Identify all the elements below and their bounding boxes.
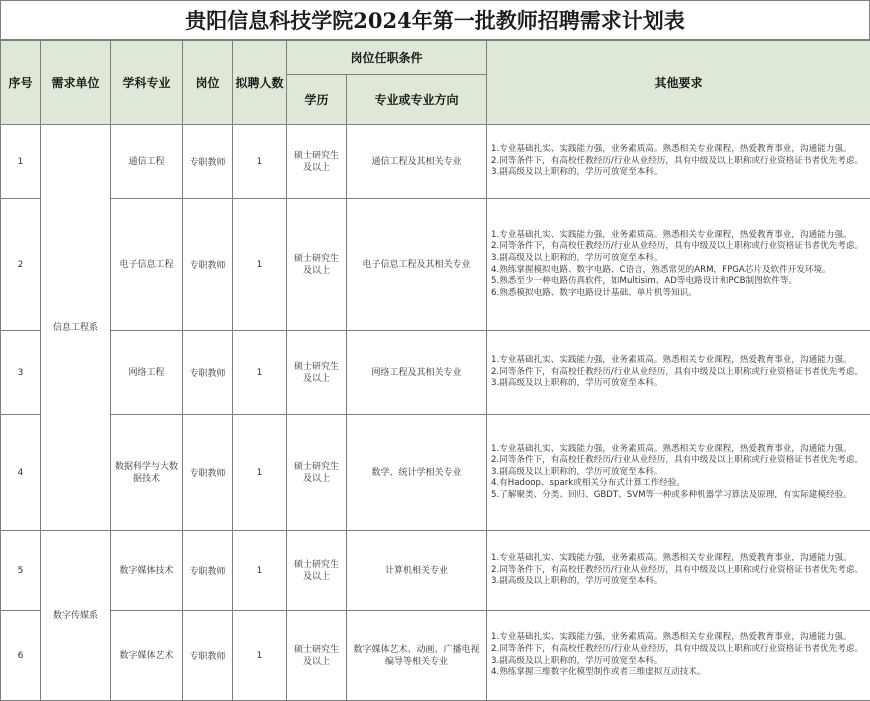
requirement-line: 3.副高级及以上职称的，学历可放宽至本科。 (491, 656, 866, 668)
table-row (1, 415, 870, 531)
row-subject: 数字媒体技术 (111, 531, 183, 611)
row-seq: 4 (1, 415, 41, 531)
row-other-requirements (487, 531, 870, 611)
row-other-requirements (487, 125, 870, 199)
row-count: 1 (233, 415, 287, 531)
requirement-line: 3.副高级及以上职称的，学历可放宽至本科。 (491, 167, 866, 179)
row-subject: 通信工程 (111, 125, 183, 199)
row-subject: 电子信息工程 (111, 199, 183, 331)
row-subject: 数字媒体艺术 (111, 611, 183, 701)
row-major: 计算机相关专业 (347, 531, 487, 611)
page-title: 贵阳信息科技学院2024年第一批教师招聘需求计划表 (0, 0, 870, 40)
row-position: 专职教师 (183, 199, 233, 331)
requirement-line: 1.专业基础扎实、实践能力强，业务素质高。熟悉相关专业课程，热爱教育事业，沟通能力强。 (491, 444, 866, 456)
requirement-line: 2.同等条件下，有高校任教经历/行业从业经历，具有中级及以上职称或行业资格证书者优先考虑。 (491, 241, 866, 253)
recruitment-table (0, 40, 870, 701)
row-count: 1 (233, 611, 287, 701)
row-major: 数字媒体艺术、动画、广播电视编导等相关专业 (347, 611, 487, 701)
requirement-line: 2.同等条件下，有高校任教经历/行业从业经历，具有中级及以上职称或行业资格证书者优先考虑。 (491, 367, 866, 379)
row-seq: 1 (1, 125, 41, 199)
row-major: 网络工程及其相关专业 (347, 331, 487, 415)
table-row (1, 611, 870, 701)
requirement-line: 1.专业基础扎实、实践能力强，业务素质高。熟悉相关专业课程，热爱教育事业，沟通能力强。 (491, 355, 866, 367)
requirement-line: 4.熟练掌握三维数字化模型制作或者三维虚拟互动技术。 (491, 667, 866, 679)
requirement-line: 3.副高级及以上职称的，学历可放宽至本科。 (491, 253, 866, 265)
row-major: 电子信息工程及其相关专业 (347, 199, 487, 331)
row-position: 专职教师 (183, 531, 233, 611)
requirement-line: 1.专业基础扎实、实践能力强，业务素质高。熟悉相关专业课程，热爱教育事业，沟通能力强。 (491, 553, 866, 565)
row-seq: 5 (1, 531, 41, 611)
header-conditions: 岗位任职条件 (287, 41, 487, 75)
requirement-line: 2.同等条件下，有高校任教经历/行业从业经历，具有中级及以上职称或行业资格证书者优先考虑。 (491, 455, 866, 467)
row-position: 专职教师 (183, 415, 233, 531)
row-count: 1 (233, 199, 287, 331)
unit-cell-info: 信息工程系 (41, 125, 111, 531)
requirement-line: 1.专业基础扎实、实践能力强，业务素质高。熟悉相关专业课程，热爱教育事业，沟通能力强。 (491, 632, 866, 644)
requirement-line: 2.同等条件下，有高校任教经历/行业从业经历，具有中级及以上职称或行业资格证书者优先考虑。 (491, 156, 866, 168)
requirement-line: 1.专业基础扎实、实践能力强，业务素质高。熟悉相关专业课程，热爱教育事业，沟通能力强。 (491, 230, 866, 242)
header-subject: 学科专业 (111, 41, 183, 125)
row-education: 硕士研究生及以上 (287, 611, 347, 701)
header-other: 其他要求 (487, 41, 870, 125)
requirement-line: 1.专业基础扎实、实践能力强，业务素质高。熟悉相关专业课程，热爱教育事业，沟通能力强。 (491, 144, 866, 156)
row-seq: 3 (1, 331, 41, 415)
requirement-line: 5.了解聚类、分类、回归、GBDT、SVM等一种或多种机器学习算法及原理，有实际建模经验。 (491, 490, 866, 502)
row-count: 1 (233, 531, 287, 611)
header-education: 学历 (287, 75, 347, 125)
requirement-line: 4.有Hadoop、spark或相关分布式计算工作经验。 (491, 478, 866, 490)
requirement-line: 3.副高级及以上职称的，学历可放宽至本科。 (491, 576, 866, 588)
requirement-line: 6.熟悉模拟电路、数字电路设计基础、单片机等知识。 (491, 288, 866, 300)
row-other-requirements (487, 611, 870, 701)
requirement-line: 5.熟悉至少一种电路仿真软件，如Multisim、AD等电路设计和PCB制图软件等。 (491, 276, 866, 288)
header-count: 拟聘人数 (233, 41, 287, 125)
row-education: 硕士研究生及以上 (287, 331, 347, 415)
row-education: 硕士研究生及以上 (287, 125, 347, 199)
requirement-line: 2.同等条件下，有高校任教经历/行业从业经历，具有中级及以上职称或行业资格证书者优先考虑。 (491, 565, 866, 577)
requirement-line: 3.副高级及以上职称的，学历可放宽至本科。 (491, 378, 866, 390)
row-education: 硕士研究生及以上 (287, 415, 347, 531)
table-row (1, 331, 870, 415)
row-count: 1 (233, 331, 287, 415)
requirement-line: 4.熟练掌握模拟电路、数字电路、C语言，熟悉常见的ARM，FPGA芯片及软件开发环境。 (491, 265, 866, 277)
header-major: 专业或专业方向 (347, 75, 487, 125)
header-position: 岗位 (183, 41, 233, 125)
row-position: 专职教师 (183, 611, 233, 701)
row-education: 硕士研究生及以上 (287, 199, 347, 331)
requirement-line: 2.同等条件下，有高校任教经历/行业从业经历，具有中级及以上职称或行业资格证书者优先考虑。 (491, 644, 866, 656)
table-row (1, 199, 870, 331)
requirement-line: 3.副高级及以上职称的，学历可放宽至本科。 (491, 467, 866, 479)
row-other-requirements (487, 415, 870, 531)
row-count: 1 (233, 125, 287, 199)
row-position: 专职教师 (183, 331, 233, 415)
row-major: 数学、统计学相关专业 (347, 415, 487, 531)
unit-cell-media: 数字传媒系 (41, 531, 111, 701)
row-position: 专职教师 (183, 125, 233, 199)
row-subject: 数据科学与大数据技术 (111, 415, 183, 531)
table-row (1, 531, 870, 611)
row-other-requirements (487, 199, 870, 331)
header-seq: 序号 (1, 41, 41, 125)
row-subject: 网络工程 (111, 331, 183, 415)
row-seq: 6 (1, 611, 41, 701)
row-seq: 2 (1, 199, 41, 331)
row-other-requirements (487, 331, 870, 415)
header-unit: 需求单位 (41, 41, 111, 125)
row-education: 硕士研究生及以上 (287, 531, 347, 611)
table-row (1, 125, 870, 199)
row-major: 通信工程及其相关专业 (347, 125, 487, 199)
